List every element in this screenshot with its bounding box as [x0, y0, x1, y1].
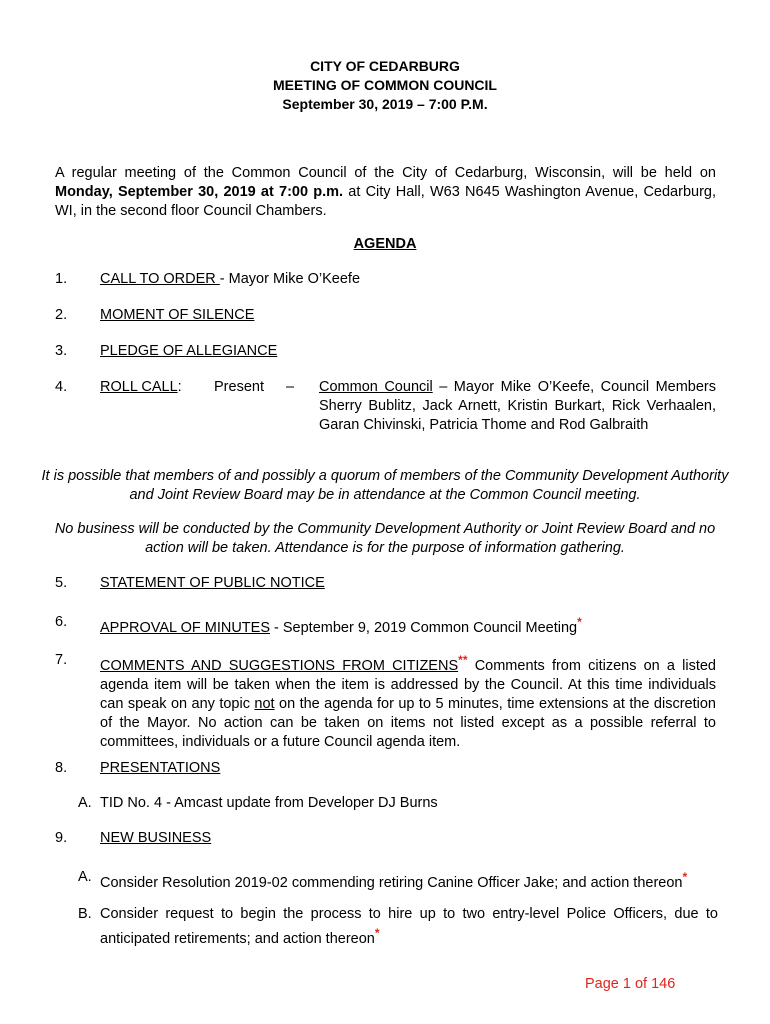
asterisk-marker: *	[682, 870, 688, 884]
item-detail: - Mayor Mike O’Keefe	[219, 271, 361, 287]
roll-members	[319, 378, 716, 435]
item-number: 4.	[55, 379, 68, 395]
not-emphasis: not	[254, 695, 275, 712]
item-detail: - September 9, 2019 Common Council Meeting	[270, 619, 578, 636]
item-title: APPROVAL OF MINUTES	[100, 619, 270, 636]
header-city: CITY OF CEDARBURG	[310, 58, 460, 74]
item-number: 3.	[55, 343, 68, 359]
item-title: CALL TO ORDER	[100, 271, 220, 287]
sub-letter: A.	[78, 869, 92, 885]
item-title: PLEDGE OF ALLEGIANCE	[100, 343, 278, 359]
sub-text: Consider request to begin the process to hire up to two entry-level Police Officers, due to anticipated retirements; and action thereon	[100, 906, 718, 947]
asterisk-marker: *	[577, 615, 582, 629]
intro-paragraph	[55, 164, 716, 221]
roll-present: Present	[214, 379, 264, 395]
sub-text: Consider Resolution 2019-02 commending retiring Canine Officer Jake; and action thereon	[100, 874, 683, 891]
asterisk-marker: **	[458, 653, 468, 667]
item-number: 9.	[55, 830, 68, 846]
notice-no-business: No business will be conducted by the Community Development Authority or Joint Review Board and no action will be taken. Attendance is for the purpose of information gathering.	[54, 521, 716, 556]
item-title: PRESENTATIONS	[100, 760, 221, 776]
header-meeting: MEETING OF COMMON COUNCIL	[273, 77, 497, 93]
agenda-item-4	[55, 378, 716, 454]
council-members: – Mayor Mike O’Keefe, Council Members Sherry Bublitz, Jack Arnett, Kristin Burkart, Rick Verhaalen, Garan Chivinski, Patricia Thome and Rod Galbraith	[319, 379, 716, 433]
roll-dash: –	[286, 379, 295, 395]
item-number: 1.	[55, 271, 68, 287]
agenda-title: AGENDA	[353, 236, 417, 252]
item-title: MOMENT OF SILENCE	[100, 307, 255, 323]
sub-letter: B.	[78, 906, 92, 922]
item-number: 8.	[55, 760, 68, 776]
intro-pre: A regular meeting of the Common Council of the City of Cedarburg, Wisconsin, will be held on	[55, 165, 716, 181]
item-title: NEW BUSINESS	[100, 830, 212, 846]
item-number: 7.	[55, 652, 68, 668]
item-title: ROLL CALL	[100, 379, 178, 395]
header-date: September 30, 2019 – 7:00 P.M.	[282, 96, 488, 112]
page-number: Page 1 of 146	[585, 976, 676, 992]
intro-bold-date: Monday, September 30, 2019 at 7:00 p.m.	[55, 184, 344, 200]
item-title: STATEMENT OF PUBLIC NOTICE	[100, 575, 325, 591]
item-number: 2.	[55, 307, 68, 323]
roll-colon: :	[177, 379, 182, 395]
sub-letter: A.	[78, 795, 92, 811]
item-number: 5.	[55, 575, 68, 591]
council-label: Common Council	[319, 379, 433, 395]
item-detail-1: Comments from citizens on a listed agenda item will be taken when the item is addressed by the Council. At this time individuals can speak on any topic	[100, 657, 716, 712]
document-header	[0, 57, 770, 114]
asterisk-marker: *	[374, 926, 380, 940]
item-title: COMMENTS AND SUGGESTIONS FROM CITIZENS	[100, 657, 459, 674]
sub-text: TID No. 4 - Amcast update from Developer DJ Burns	[100, 795, 438, 811]
intro-post: at City Hall, W63 N645 Washington Avenue, Cedarburg, WI, in the second floor Council Chambers.	[55, 184, 716, 219]
item-number: 6.	[55, 614, 68, 630]
notice-quorum: It is possible that members of and possibly a quorum of members of the Community Development Authority and Joint Review Board may be in attendance at the Common Council meeting.	[41, 468, 729, 503]
item-detail-2: on the agenda for up to 5 minutes, time extensions at the discretion of the Mayor. No action can be taken on items not listed except as a possible referral to committees, individuals or a future Council agenda item.	[100, 695, 716, 750]
